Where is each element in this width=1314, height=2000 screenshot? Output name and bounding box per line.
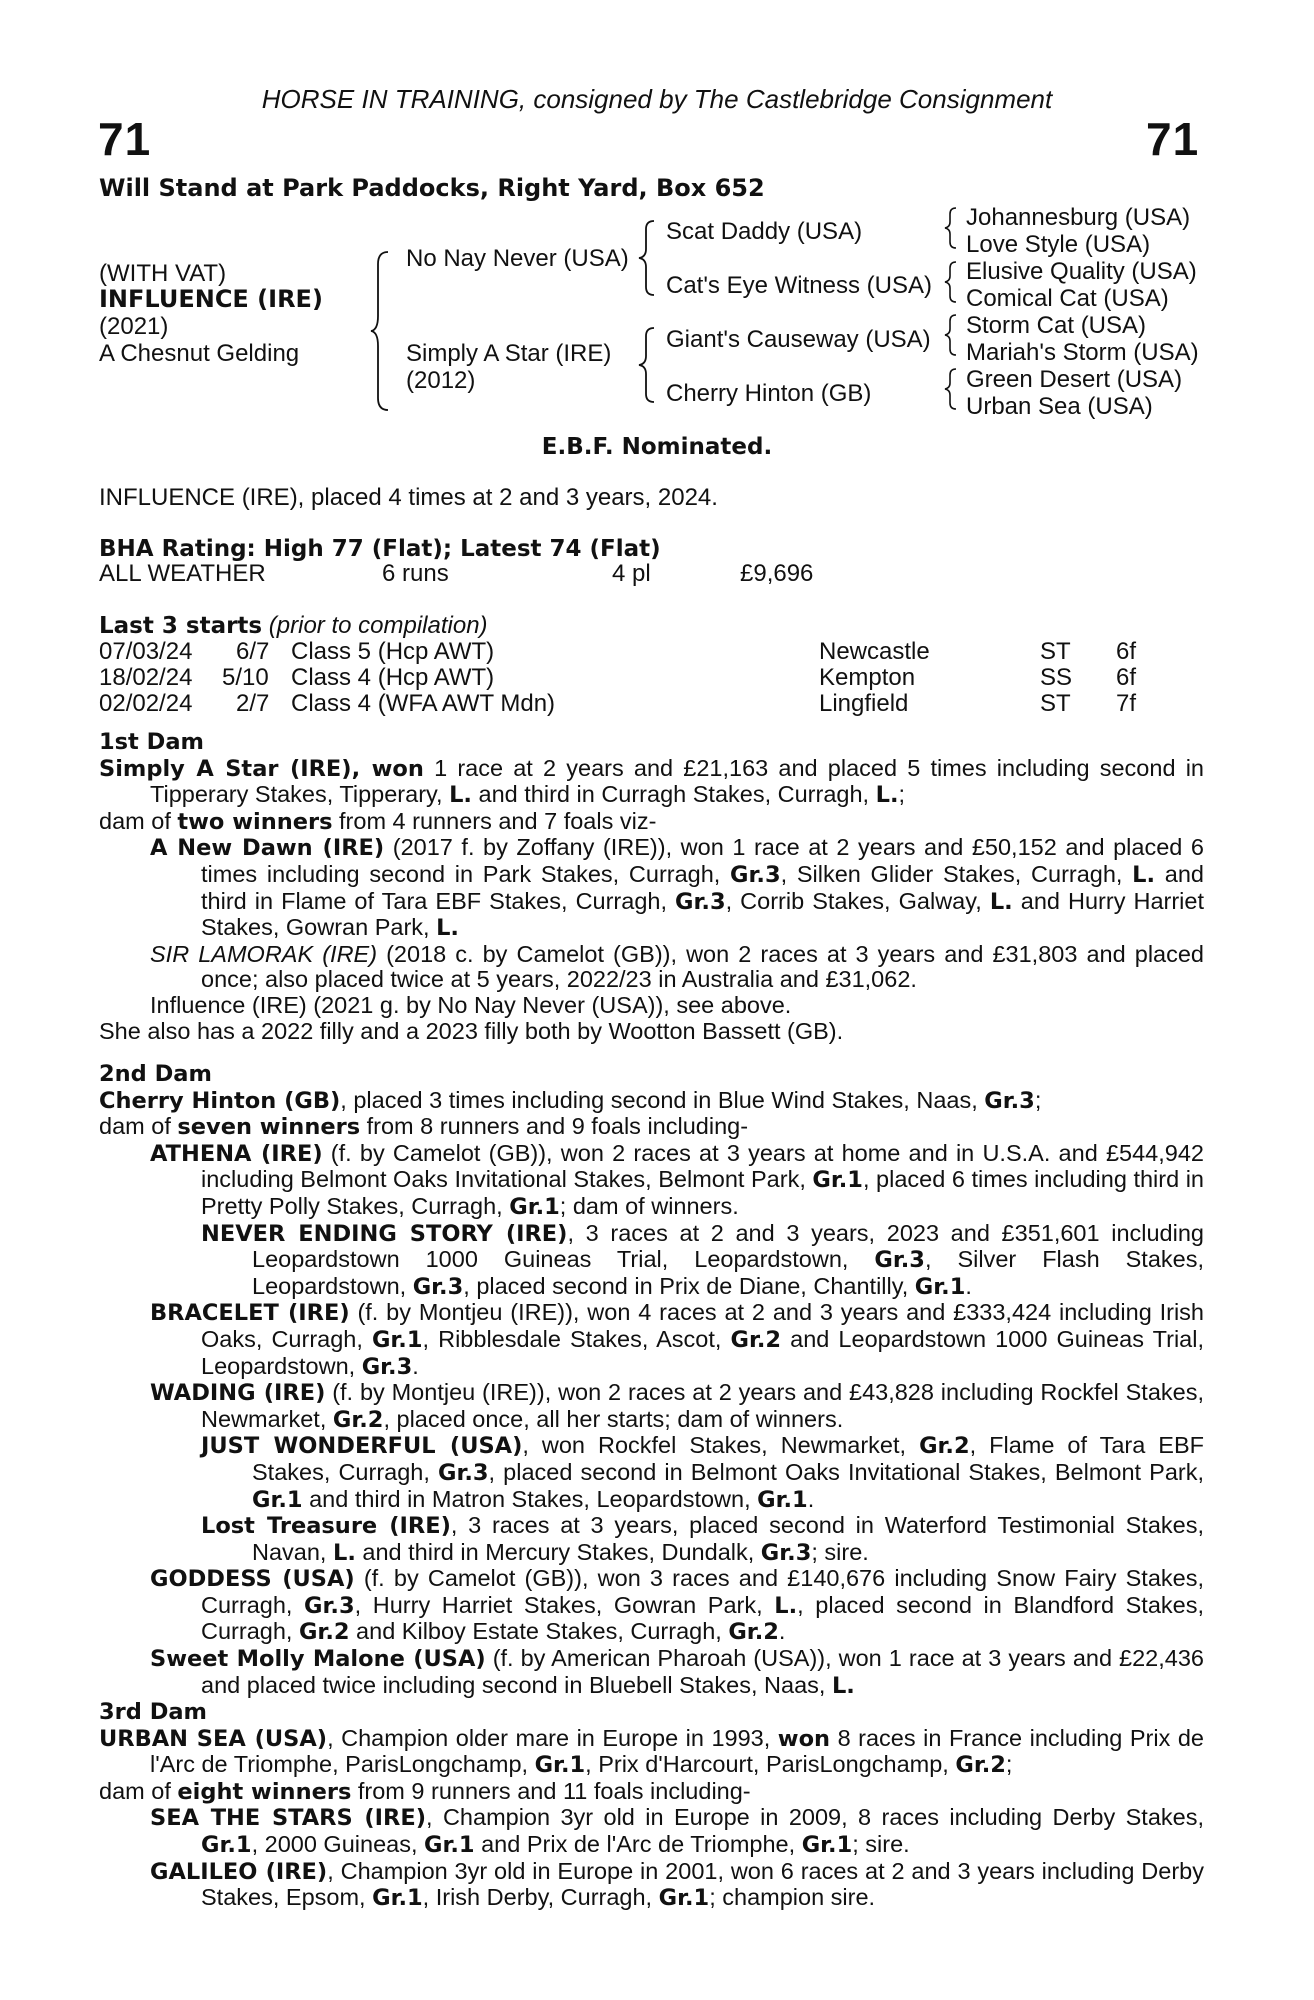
offspring-text: (f. by Camelot (GB)), won 2 races at 3 years at home and in U.S.A. and £544,942 including Belmont Oaks Invitational Stakes, Belmont Park, [201, 1139, 1204, 1193]
third-dam-produce [99, 1779, 1204, 1806]
rating-surface: ALL WEATHER [99, 560, 266, 587]
first-dam-record [99, 756, 1204, 809]
first-dam-produce [99, 809, 1204, 836]
offspring-just-wonderful [99, 1433, 1204, 1513]
listed-label: L. [449, 782, 472, 809]
offspring-text: , Silken Glider Stakes, Curragh, [780, 860, 1133, 887]
pedigree-dam-year: (2012) [406, 367, 476, 394]
offspring-galileo [99, 1859, 1204, 1912]
offspring-text: , placed second in Prix de Diane, Chantilly, [463, 1272, 915, 1299]
start-1-date: 07/03/24 [99, 638, 193, 665]
start-3-race: Class 4 (WFA AWT Mdn) [291, 690, 556, 717]
offspring-name: SIR LAMORAK (IRE) [150, 940, 378, 967]
offspring-text: ; champion sire. [709, 1884, 876, 1911]
group-label: Gr.3 [984, 1087, 1035, 1114]
offspring-goddess [99, 1566, 1204, 1646]
second-dam-record [99, 1088, 1204, 1115]
third-dam-text: 8 races in France including Prix de l'Arc de Triomphe, ParisLongchamp, [150, 1724, 1204, 1778]
dam-of-label: dam of [99, 1113, 178, 1140]
winners-count: two winners [177, 808, 333, 835]
offspring-text: and third in Matron Stakes, Leopardstown, [302, 1485, 758, 1512]
offspring-text: , 3 races at 3 years, placed second in Waterford Testimonial Stakes, Navan, [252, 1512, 1204, 1565]
offspring-text: , placed second in Belmont Oaks Invitational Stakes, Belmont Park, [488, 1458, 1205, 1485]
start-1-course: Newcastle [819, 638, 930, 665]
offspring-text: ; dam of winners. [559, 1192, 739, 1219]
first-dam-also: She also has a 2022 filly and a 2023 filly both by Wootton Bassett (GB). [99, 1017, 844, 1044]
third-dam-text: , Champion older mare in Europe in 1993, [327, 1724, 778, 1751]
group-label: Gr.1 [371, 1326, 423, 1353]
offspring-text: , Silver Flash Stakes, Leopardstown, [252, 1246, 1204, 1299]
winners-count: seven winners [177, 1114, 361, 1141]
pedigree-sire-dam: Cat's Eye Witness (USA) [666, 272, 932, 299]
offspring-text: . [807, 1485, 815, 1512]
offspring-text: , placed 6 times including third in Pretty Polly Stakes, Curragh, [201, 1166, 1204, 1219]
start-1-dist: 6f [1116, 638, 1137, 665]
start-1-race: Class 5 (Hcp AWT) [291, 638, 495, 665]
offspring-never-ending-story [99, 1221, 1204, 1301]
pedigree-brace-g3 [943, 313, 959, 357]
offspring-text: , Irish Derby, Curragh, [422, 1884, 659, 1911]
offspring-text: and Prix de l'Arc de Triomphe, [474, 1830, 802, 1857]
pedigree-g3: Elusive Quality (USA) [966, 258, 1197, 285]
pedigree-g4: Comical Cat (USA) [966, 285, 1169, 312]
listed-label: L. [436, 915, 459, 942]
group-label: Gr.3 [760, 1539, 812, 1566]
offspring-text: , 2000 Guineas, [251, 1830, 425, 1857]
start-3-date: 02/02/24 [99, 690, 193, 717]
group-label: Gr.2 [332, 1406, 384, 1433]
start-3-course: Lingfield [819, 690, 909, 717]
group-label: Gr.2 [955, 1752, 1006, 1779]
offspring-text: and Leopardstown 1000 Guineas Trial, Leopardstown, [201, 1325, 1205, 1379]
listed-label: L. [333, 1539, 356, 1566]
offspring-text: , Corrib Stakes, Galway, [725, 887, 990, 914]
start-1-going: ST [1040, 638, 1071, 665]
offspring-text: and Hurry Harriet Stakes, Gowran Park, [201, 887, 1204, 941]
pedigree-g8: Urban Sea (USA) [966, 393, 1153, 420]
pedigree-dam-dam: Cherry Hinton (GB) [666, 380, 872, 407]
first-dam-text: 1 race at 2 years and £21,163 and placed 5 times including second in Tipperary Stakes, Tipperary, [150, 754, 1204, 808]
first-dam-section [99, 730, 1204, 1044]
dam-of-text: from 8 runners and 9 foals including- [360, 1113, 749, 1140]
offspring-name: Lost Treasure (IRE) [201, 1513, 451, 1540]
third-dam-record [99, 1726, 1204, 1779]
listed-label: L. [989, 888, 1013, 915]
offspring-name: JUST WONDERFUL (USA) [201, 1433, 523, 1460]
rating-earnings: £9,696 [740, 560, 814, 587]
horse-year: (2021) [99, 313, 169, 340]
winners-count: eight winners [177, 1778, 352, 1805]
third-dam-won: won [777, 1725, 831, 1752]
start-1-pos: 6/7 [236, 638, 270, 665]
offspring-text: ; sire. [811, 1538, 869, 1565]
listed-label: L. [875, 782, 899, 809]
second-dam-text: , placed 3 times including second in Blue Wind Stakes, Naas, [340, 1086, 985, 1113]
pedigree-dam-sire: Giant's Causeway (USA) [666, 326, 931, 353]
start-3-pos: 2/7 [236, 690, 270, 717]
group-label: Gr.1 [757, 1486, 808, 1513]
offspring-text: , Flame of Tara EBF Stakes, Curragh, [252, 1432, 1204, 1485]
group-label: Gr.2 [730, 1326, 782, 1353]
offspring-text: , Champion 3yr old in Europe in 2001, won 6 races at 2 and 3 years including Derby Stakes, Epsom, [201, 1857, 1204, 1911]
pedigree-sire-sire: Scat Daddy (USA) [666, 218, 863, 245]
group-label: Gr.1 [201, 1831, 252, 1858]
group-label: Gr.2 [298, 1619, 350, 1646]
offspring-text: and Kilboy Estate Stakes, Curragh, [349, 1618, 729, 1645]
offspring-lost-treasure [99, 1513, 1204, 1566]
group-label: Gr.2 [919, 1433, 970, 1460]
group-label: Gr.1 [801, 1831, 853, 1858]
offspring-a-new-dawn [99, 835, 1204, 941]
offspring-sea-the-stars [99, 1805, 1204, 1858]
offspring-text: (f. by Montjeu (IRE)), won 4 races at 2 and 3 years and £333,424 including Irish Oaks, Curragh, [201, 1299, 1204, 1352]
pedigree-g7: Green Desert (USA) [966, 366, 1183, 393]
pedigree-sire: No Nay Never (USA) [406, 245, 629, 272]
offspring-name: Sweet Molly Malone (USA) [150, 1646, 486, 1673]
offspring-name: WADING (IRE) [150, 1380, 326, 1407]
first-dam-name: Simply A Star (IRE) [99, 755, 352, 782]
start-2-race: Class 4 (Hcp AWT) [291, 664, 495, 691]
pedigree-brace-g1 [943, 206, 959, 250]
lot-number-right: 71 [1146, 113, 1200, 165]
offspring-text: (2018 c. by Camelot (GB)), won 2 races at 3 years and £31,803 and placed once; also placed twice at 5 years, 2022/23 in Australia and £31,062. [201, 940, 1204, 993]
offspring-sweet-molly-malone [99, 1646, 1204, 1699]
group-label: Gr.3 [874, 1247, 925, 1274]
offspring-text: , Ribblesdale Stakes, Ascot, [422, 1325, 731, 1352]
first-dam-text: ; [898, 781, 906, 808]
first-dam-text: and third in Curragh Stakes, Curragh, [471, 781, 876, 808]
offspring-text: and third in Mercury Stakes, Dundalk, [355, 1538, 761, 1565]
vat-note: (WITH VAT) [99, 260, 227, 287]
group-label: Gr.1 [812, 1167, 863, 1194]
offspring-text: , won Rockfel Stakes, Newmarket, [522, 1432, 920, 1459]
dam-of-label: dam of [99, 1777, 178, 1804]
pedigree-brace-sire [638, 219, 658, 297]
last-starts-title: Last 3 starts [99, 613, 263, 639]
offspring-text: (f. by Montjeu (IRE)), won 2 races at 2 years and £43,828 including Rockfel Stakes, Newmarket, [201, 1379, 1204, 1432]
offspring-text: , placed second in Blandford Stakes, Curragh, [201, 1591, 1204, 1645]
third-dam-text: , Prix d'Harcourt, ParisLongchamp, [585, 1751, 956, 1778]
offspring-text: . [412, 1352, 419, 1379]
rating-runs: 6 runs [382, 560, 449, 587]
offspring-name: ATHENA (IRE) [150, 1140, 323, 1167]
start-2-going: SS [1040, 664, 1073, 691]
group-label: Gr.3 [412, 1273, 464, 1300]
group-label: Gr.3 [304, 1592, 355, 1619]
offspring-name: GODDESS (USA) [150, 1566, 355, 1593]
group-label: Gr.2 [728, 1619, 779, 1646]
group-label: Gr.1 [534, 1752, 586, 1779]
offspring-sir-lamorak [99, 942, 1204, 993]
pedigree-brace-g4 [943, 367, 959, 411]
offspring-name: SEA THE STARS (IRE) [150, 1805, 427, 1832]
group-label: Gr.1 [658, 1885, 710, 1912]
lot-number-left: 71 [98, 113, 152, 165]
offspring-text: . [778, 1618, 786, 1645]
group-label: Gr.1 [509, 1193, 560, 1220]
first-dam-won: , won [351, 755, 424, 782]
group-label: Gr.3 [675, 888, 726, 915]
start-3-going: ST [1040, 690, 1071, 717]
offspring-text: , 3 races at 2 and 3 years, 2023 and £351,601 including Leopardstown 1000 Guineas Trial, Leopardstown, [252, 1219, 1204, 1273]
pedigree-g6: Mariah's Storm (USA) [966, 339, 1199, 366]
start-2-pos: 5/10 [222, 664, 269, 691]
start-3-dist: 7f [1116, 690, 1137, 717]
offspring-text: , placed once, all her starts; dam of winners. [383, 1405, 844, 1432]
listed-label: L. [774, 1592, 798, 1619]
listed-label: L. [831, 1672, 855, 1699]
group-label: Gr.1 [914, 1273, 966, 1300]
second-dam-produce [99, 1114, 1204, 1141]
offspring-text: , Champion 3yr old in Europe in 2009, 8 races including Derby Stakes, [426, 1804, 1204, 1831]
third-dam-text: ; [1005, 1751, 1013, 1778]
second-dam-text: ; [1034, 1086, 1042, 1113]
page-title: HORSE IN TRAINING, consigned by The Castlebridge Consignment [261, 84, 1053, 114]
offspring-text: . [965, 1272, 972, 1299]
start-2-dist: 6f [1116, 664, 1137, 691]
offspring-wading [99, 1380, 1204, 1433]
second-dam-heading: 2nd Dam [99, 1061, 212, 1087]
group-label: Gr.3 [437, 1459, 489, 1486]
offspring-athena [99, 1141, 1204, 1221]
offspring-text: ; sire. [852, 1830, 910, 1857]
dam-of-text: from 9 runners and 11 foals including- [351, 1777, 751, 1804]
pedigree-g2: Love Style (USA) [966, 231, 1151, 258]
group-label: Gr.1 [252, 1486, 303, 1513]
dam-of-text: from 4 runners and 7 foals viz- [332, 807, 657, 834]
third-dam-name: URBAN SEA (USA) [99, 1725, 328, 1752]
dam-of-label: dam of [99, 807, 178, 834]
second-dam-name: Cherry Hinton (GB) [99, 1087, 341, 1114]
horse-name: INFLUENCE (IRE) [99, 285, 323, 313]
group-label: Gr.1 [424, 1831, 475, 1858]
second-dam-section [99, 1062, 1204, 1699]
offspring-text: and third in Flame of Tara EBF Stakes, Curragh, [201, 860, 1204, 914]
offspring-influence: Influence (IRE) (2021 g. by No Nay Never (USA)), see above. [150, 991, 792, 1018]
bha-rating: BHA Rating: High 77 (Flat); Latest 74 (Flat) [99, 536, 661, 562]
offspring-text: (f. by American Pharoah (USA)), won 1 race at 3 years and £22,436 and placed twice including second in Bluebell Stakes, Naas, [201, 1645, 1204, 1698]
last-starts-note: (prior to compilation) [268, 612, 488, 639]
offspring-name: A New Dawn (IRE) [150, 835, 385, 862]
pedigree-brace-main [370, 250, 394, 412]
race-summary: INFLUENCE (IRE), placed 4 times at 2 and 3 years, 2024. [99, 484, 718, 511]
third-dam-heading: 3rd Dam [99, 1699, 207, 1725]
offspring-text: (2017 f. by Zoffany (IRE)), won 1 race at 2 years and £50,152 and placed 6 times including second in Park Stakes, Curragh, [201, 834, 1204, 887]
offspring-text: , Hurry Harriet Stakes, Gowran Park, [354, 1591, 775, 1618]
group-label: Gr.3 [361, 1353, 413, 1380]
offspring-name: GALILEO (IRE) [150, 1858, 328, 1885]
listed-label: L. [1132, 861, 1156, 888]
group-label: Gr.1 [372, 1885, 423, 1912]
ebf-nominated: E.B.F. Nominated. [541, 434, 773, 460]
group-label: Gr.3 [730, 861, 781, 888]
stand-location: Will Stand at Park Paddocks, Right Yard, Box 652 [99, 174, 765, 202]
offspring-name: BRACELET (IRE) [150, 1300, 350, 1327]
start-2-course: Kempton [819, 664, 916, 691]
pedigree-g5: Storm Cat (USA) [966, 312, 1147, 339]
offspring-name: NEVER ENDING STORY (IRE) [201, 1220, 568, 1247]
horse-description: A Chesnut Gelding [99, 340, 300, 367]
start-2-date: 18/02/24 [99, 664, 193, 691]
first-dam-heading: 1st Dam [99, 729, 204, 755]
pedigree-dam: Simply A Star (IRE) [406, 340, 612, 367]
pedigree-brace-g2 [943, 260, 959, 304]
third-dam-section [99, 1700, 1204, 1912]
offspring-text: (f. by Camelot (GB)), won 3 races and £140,676 including Snow Fairy Stakes, Curragh, [201, 1565, 1204, 1618]
pedigree-brace-dam [638, 326, 658, 404]
rating-placed: 4 pl [612, 560, 651, 587]
last-starts-heading [99, 612, 488, 640]
offspring-bracelet [99, 1300, 1204, 1380]
pedigree-g1: Johannesburg (USA) [966, 204, 1191, 231]
